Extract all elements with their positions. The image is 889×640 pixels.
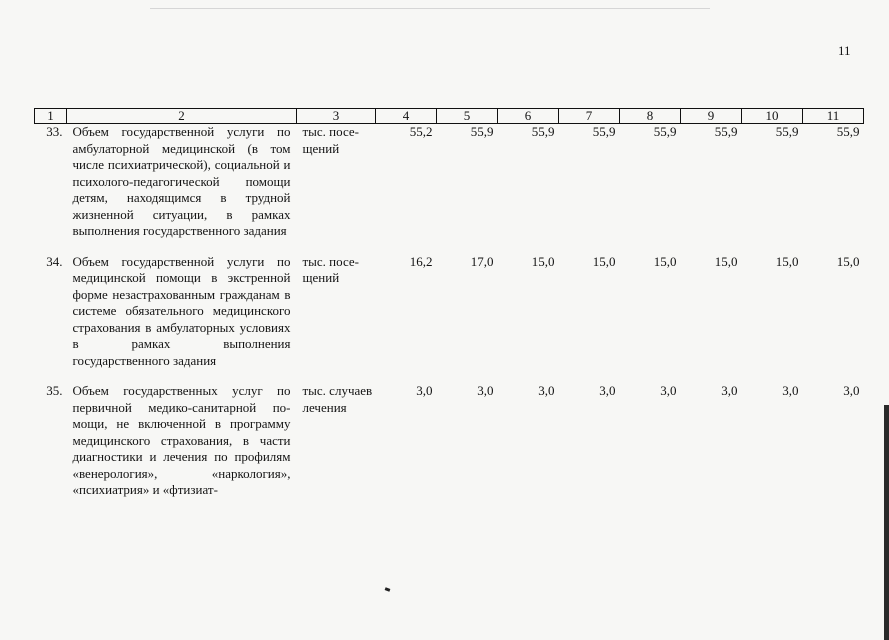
value-cell: 15,0 — [531, 253, 555, 269]
indicator-name: Объем государственной услуги по амбулаторной медицинской (в том числе психиатрической), социальной и психолого-педагогической помощи детям, находящимся в трудной жизненной ситуации, в рамках выполнения государственного задания — [72, 124, 291, 238]
table-row — [35, 383, 864, 499]
table-row — [35, 124, 864, 254]
value-cell: 55,9 — [836, 124, 860, 139]
column-number-header-row — [35, 109, 864, 124]
column-number-header: 11 — [803, 109, 864, 124]
value-cell: 55,9 — [714, 124, 738, 139]
value-cell: 15,0 — [653, 253, 677, 269]
value-cell: 55,9 — [531, 124, 555, 139]
column-number-header: 10 — [742, 109, 803, 124]
column-number-header: 7 — [559, 109, 620, 124]
value-cell: 3,0 — [416, 383, 433, 398]
indicator-name: Объем государственных услуг по первичной медико-санитарной помощи, не включенной в программу медицинского страхования, в части диагностики и лечения по профилям «венерология», «наркология», «психиатрия» и «фтизиат- — [72, 383, 291, 497]
value-cell: 15,0 — [714, 253, 738, 269]
value-cell: 3,0 — [721, 383, 738, 398]
row-number: 33. — [46, 124, 63, 139]
column-number-header: 5 — [437, 109, 498, 124]
row-number: 34. — [46, 253, 63, 269]
indicator-table — [34, 108, 864, 499]
value-cell: 55,9 — [653, 124, 677, 139]
value-cell: 55,9 — [470, 124, 494, 139]
value-cell: 55,9 — [775, 124, 799, 139]
value-cell: 15,0 — [775, 253, 799, 269]
value-cell: 3,0 — [599, 383, 616, 398]
value-cell: 15,0 — [836, 253, 860, 269]
column-number-header: 4 — [376, 109, 437, 124]
value-cell: 3,0 — [538, 383, 555, 398]
value-cell: 3,0 — [477, 383, 494, 398]
table-row — [35, 254, 864, 384]
value-cell: 3,0 — [782, 383, 799, 398]
scan-top-edge — [150, 8, 710, 9]
column-number-header: 6 — [498, 109, 559, 124]
column-number-header: 8 — [620, 109, 681, 124]
value-cell: 15,0 — [592, 253, 616, 269]
column-number-header: 3 — [297, 109, 376, 124]
value-cell: 16,2 — [409, 253, 433, 269]
value-cell: 55,9 — [592, 124, 616, 139]
column-number-header: 9 — [681, 109, 742, 124]
row-number: 35. — [46, 383, 63, 398]
unit-of-measure: тыс. посещений — [302, 124, 360, 156]
value-cell: 55,2 — [409, 124, 433, 139]
indicator-name: Объем государственной услуги по медицинской помощи в экстренной форме незастрахованным гражданам в системе обязательного медицинского страхования в амбулаторных условиях в рамках выполнения государственного задания — [72, 253, 291, 368]
unit-of-measure: тыс. посещений — [302, 253, 360, 285]
indicator-table-container — [34, 108, 864, 499]
page-number: 11 — [838, 43, 851, 58]
column-number-header: 1 — [35, 109, 67, 124]
value-cell: 17,0 — [470, 253, 494, 269]
scan-right-edge — [884, 405, 889, 640]
value-cell: 3,0 — [660, 383, 677, 398]
value-cell: 3,0 — [843, 383, 860, 398]
column-number-header: 2 — [67, 109, 297, 124]
scan-speck — [385, 587, 391, 592]
unit-of-measure: тыс. случаев лечения — [302, 383, 373, 415]
